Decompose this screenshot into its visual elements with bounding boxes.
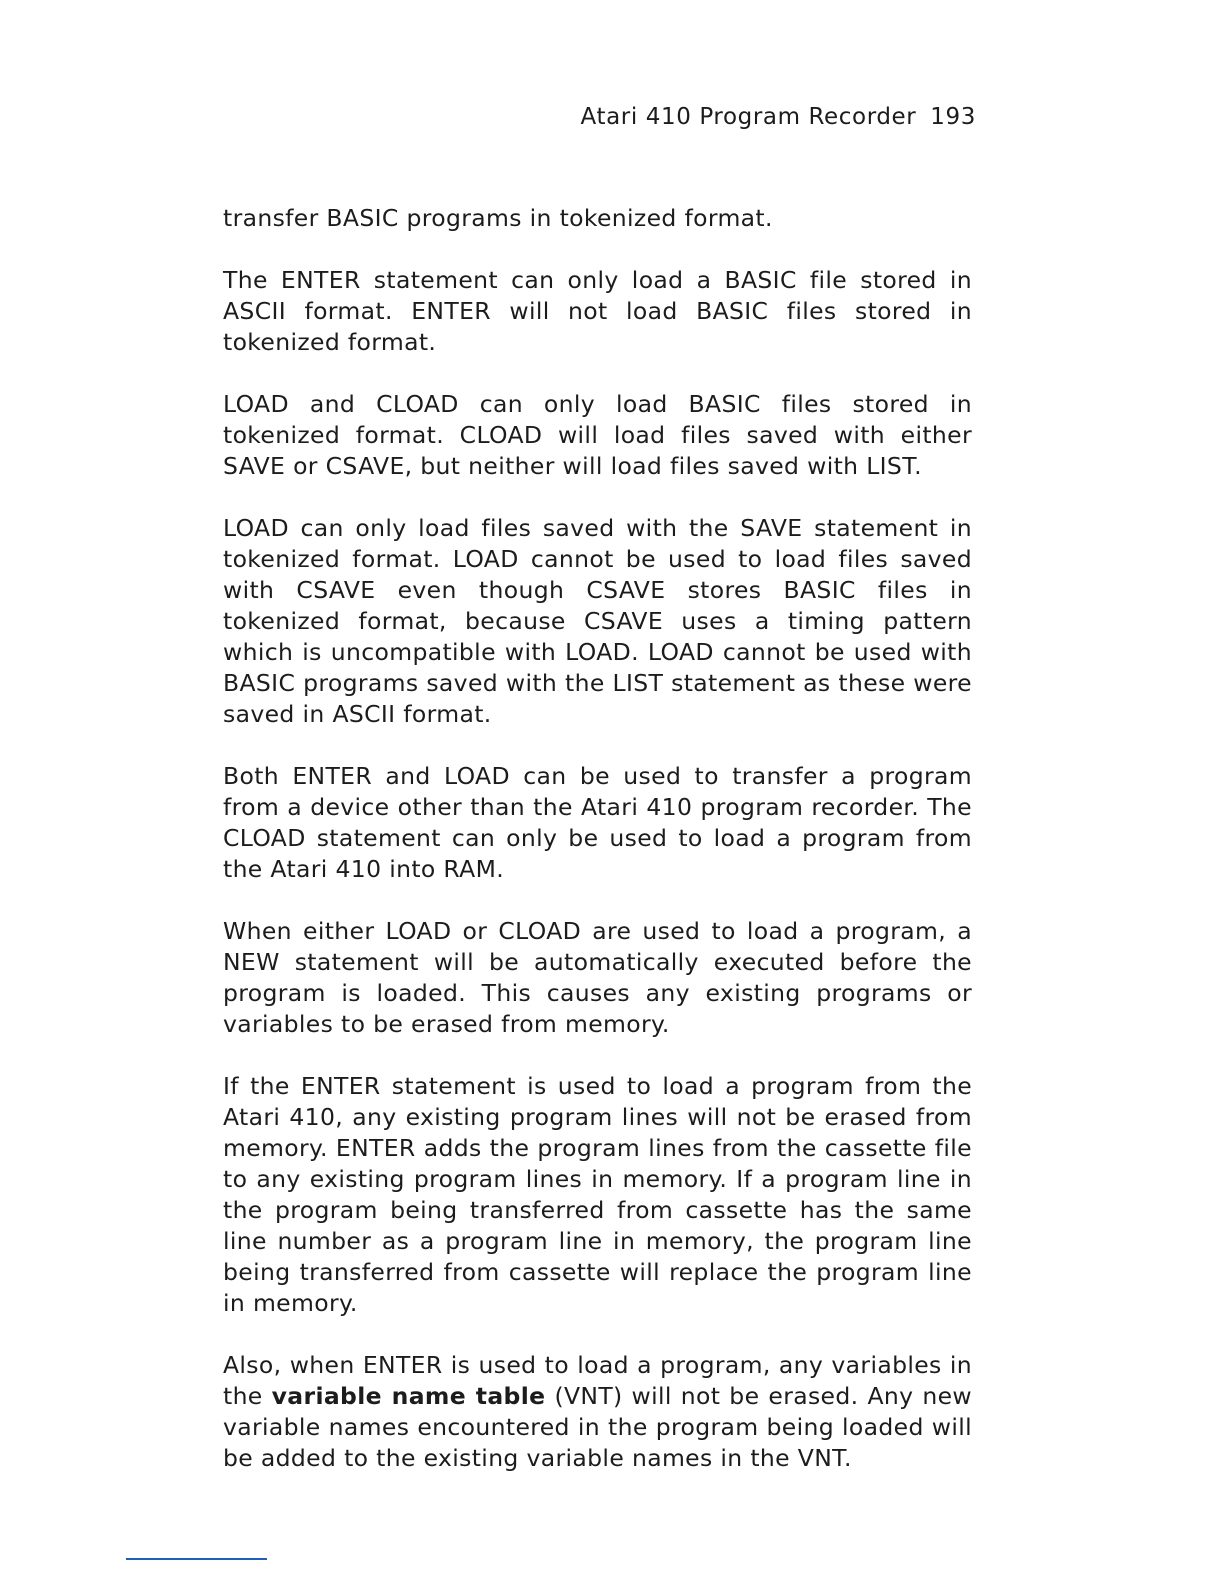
paragraph-3: LOAD and CLOAD can only load BASIC files stored in tokenized format. CLOAD will load files saved with either SAVE or CSAVE, but neither will load files saved with LIST.: [223, 390, 972, 480]
paragraph-1: transfer BASIC programs in tokenized format.: [223, 204, 773, 232]
body-text: [223, 203, 972, 1474]
page-header: [581, 104, 976, 130]
paragraph-7: If the ENTER statement is used to load a program from the Atari 410, any existing program lines will not be erased from memory. ENTER adds the program lines from the cassette file to any existing program lines in memory. If a program line in the program being transferred from cassette has the same line number as a program line in memory, the program line being transferred from cassette will replace the program line in memory.: [223, 1072, 972, 1317]
running-title: Atari 410 Program Recorder: [580, 104, 917, 130]
paragraph-8-tail: (VNT) will not be erased. Any new variable names encountered in the program being loaded will be added to the existing variable names in the VNT.: [223, 1382, 973, 1472]
paragraph-8-lead: Also, when ENTER is used to load a program, any variables in the: [223, 1351, 972, 1410]
footer-rule: [126, 1558, 267, 1560]
paragraph-4: LOAD can only load files saved with the SAVE statement in tokenized format. LOAD cannot be used to load files saved with CSAVE even though CSAVE stores BASIC files in tokenized format, because CSAVE uses a timing pattern which is uncompatible with LOAD. LOAD cannot be used with BASIC programs saved with the LIST statement as these were saved in ASCII format.: [223, 514, 972, 728]
paragraph-5: Both ENTER and LOAD can be used to transfer a program from a device other than the Atari 410 program recorder. The CLOAD statement can only be used to load a program from the Atari 410 into RAM.: [223, 762, 972, 883]
bold-term: variable name table: [271, 1382, 546, 1410]
paragraph-2: The ENTER statement can only load a BASIC file stored in ASCII format. ENTER will not load BASIC files stored in tokenized format.: [223, 266, 972, 356]
page-number: 193: [930, 104, 976, 130]
paragraph-8: [223, 1350, 972, 1474]
paragraph-6: When either LOAD or CLOAD are used to load a program, a NEW statement will be automatically executed before the program is loaded. This causes any existing programs or variables to be erased from memory.: [223, 917, 972, 1038]
